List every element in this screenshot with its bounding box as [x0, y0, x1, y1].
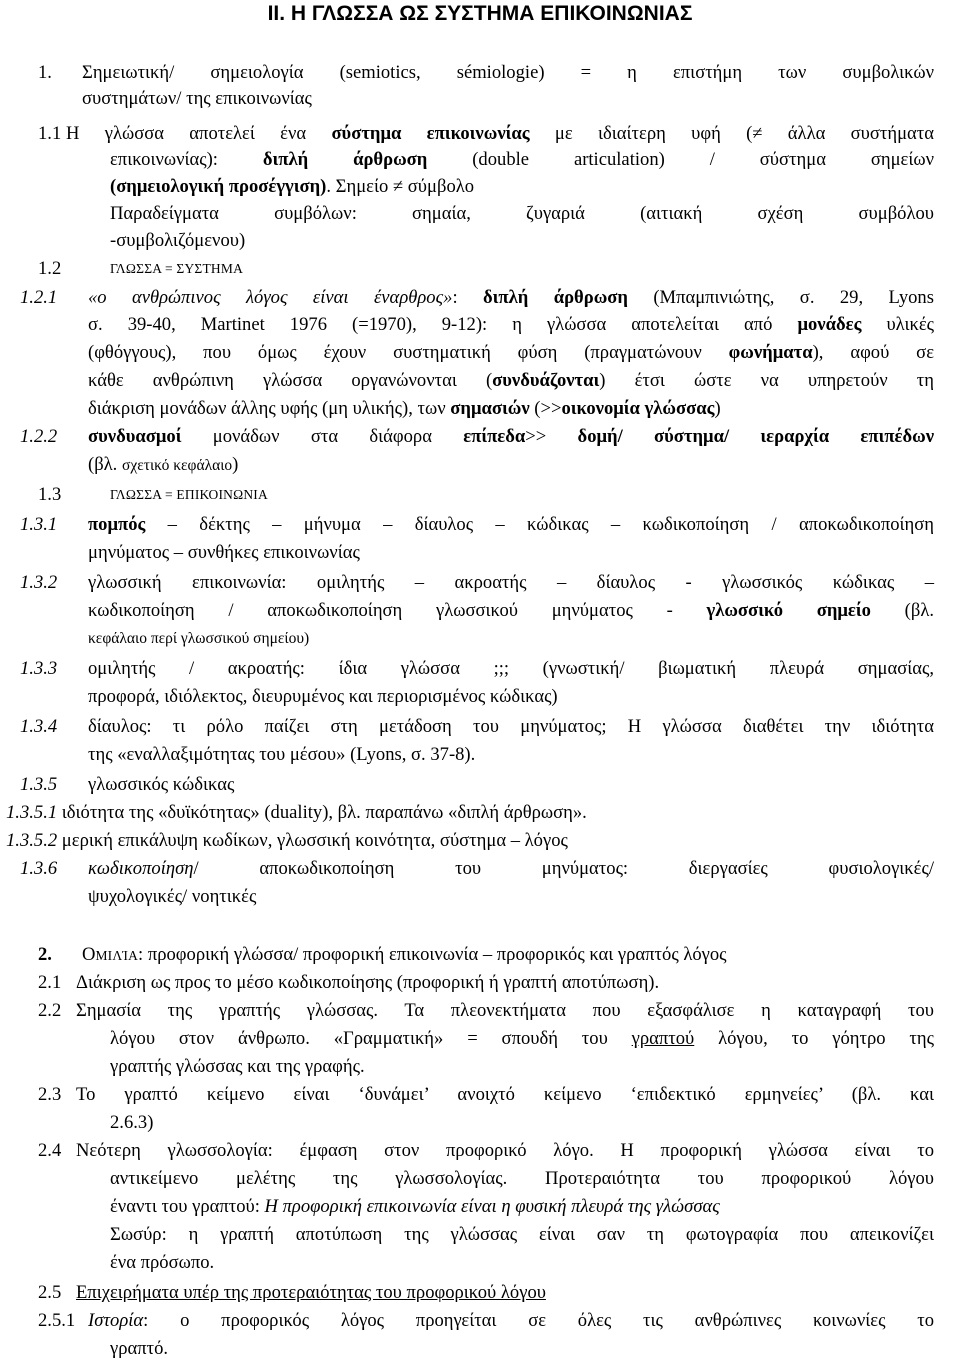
- paragraph-line: λόγου στον άνθρωπο. «Γραμματική» = σπουδή του γραπτού λόγου, το γόητρο της: [110, 1028, 934, 1049]
- section-number: 1.3.2: [20, 572, 58, 593]
- section-number: 2.5: [38, 1282, 62, 1303]
- paragraph-line: Η γλώσσα αποτελεί ένα σύστημα επικοινωνίας με ιδιαίτερη υφή (≠ άλλα συστήματα: [66, 123, 935, 144]
- paragraph-line: συστημάτων/ της επικοινωνίας: [82, 88, 312, 109]
- section-number: 1.3.6: [20, 858, 58, 879]
- paragraph-line: κωδικοποίηση/ αποκωδικοποίηση του μηνύματος: διεργασίες φυσιολογικές/: [88, 858, 934, 879]
- section-number: 1.3.1: [20, 514, 58, 535]
- paragraph-line: 1.3.5.2 μερική επικάλυψη κωδίκων, γλωσσική κοινότητα, σύστημα – λόγος: [6, 830, 568, 851]
- section-number: 1.2: [38, 258, 62, 279]
- paragraph-line: 1.3.5.1 ιδιότητα της «δυϊκότητας» (duality), βλ. παραπάνω «διπλή άρθρωση».: [6, 802, 587, 823]
- section-number: 1.2.2: [20, 426, 58, 447]
- section-number: 1.3.4: [20, 716, 58, 737]
- paragraph-line: κάθε ανθρώπινη γλώσσα οργανώνονται (συνδυάζονται) έτσι ώστε να υπηρετούν τη: [88, 370, 934, 391]
- paragraph-line: διάκριση μονάδων άλλης υφής (μη υλικής), των σημασιών (>>οικονομία γλώσσας): [88, 398, 721, 419]
- section-number: 1.3.5: [20, 774, 58, 795]
- paragraph-line: Το γραπτό κείμενο είναι ‘δυνάμει’ ανοιχτό κείμενο ‘επιδεκτικό ερμηνείες’ (βλ. και: [76, 1084, 934, 1105]
- section-number: 2.2: [38, 1000, 62, 1021]
- section-heading: ΓΛΩΣΣΑ = ΕΠΙΚΟΙΝΩΝΙΑ: [110, 487, 268, 502]
- paragraph-line: συνδυασμοί μονάδων στα διάφορα επίπεδα>> δομή/ σύστημα/ ιεραρχία επιπέδων: [88, 426, 934, 447]
- paragraph-line: γραπτό.: [110, 1338, 169, 1359]
- paragraph-line: αντικείμενο μελέτης της γλωσσολογίας. Προτεραιότητα του προφορικού λόγου: [110, 1168, 934, 1189]
- paragraph-line: γλωσσικός κώδικας: [88, 774, 235, 795]
- paragraph-line: Νεότερη γλωσσολογία: έμφαση στον προφορικό λόγο. Η προφορική γλώσσα είναι το: [76, 1140, 934, 1161]
- paragraph-line: ένα πρόσωπο.: [110, 1252, 215, 1273]
- paragraph-line: γραπτής γλώσσας και της γραφής.: [110, 1056, 365, 1077]
- paragraph-line: Διάκριση ως προς το μέσο κωδικοποίησης (προφορική ή γραπτή αποτύπωση).: [76, 972, 660, 993]
- paragraph-line: 2.6.3): [110, 1112, 154, 1133]
- paragraph-line: κεφάλαιο περί γλωσσικού σημείου): [88, 630, 310, 647]
- paragraph-line: μηνύματος – συνθήκες επικοινωνίας: [88, 542, 360, 563]
- page-title: ΙΙ. Η ΓΛΩΣΣΑ ΩΣ ΣΥΣΤΗΜΑ ΕΠΙΚΟΙΝΩΝΙΑΣ: [267, 2, 693, 25]
- paragraph-line: προφορά, ιδιόλεκτος, διευρυμένος και περιορισμένος κώδικας): [88, 686, 558, 707]
- paragraph-line: (βλ. σχετικό κεφάλαιο): [88, 454, 239, 475]
- paragraph-line: κωδικοποίηση / αποκωδικοποίηση γλωσσικού μηνύματος - γλωσσικό σημείο (βλ.: [88, 600, 934, 621]
- section-number: 2.: [38, 944, 52, 965]
- paragraph-line: Σημασία της γραπτής γλώσσας. Τα πλεονεκτήματα που εξασφάλισε η καταγραφή του: [76, 1000, 934, 1021]
- paragraph-line: δίαυλος: τι ρόλο παίζει στη μετάδοση του μηνύματος; Η γλώσσα διαθέτει την ιδιότητα: [88, 716, 934, 737]
- paragraph-line: επικοινωνίας): διπλή άρθρωση (double articulation) / σύστημα σημείων: [110, 149, 935, 170]
- section-number: 2.4: [38, 1140, 62, 1161]
- section-number: 1.3: [38, 484, 62, 505]
- section-number: 1.: [38, 62, 52, 83]
- paragraph-line: Παραδείγματα συμβόλων: σημαία, ζυγαριά (αιτιακή σχέση συμβόλου: [110, 203, 934, 224]
- paragraph-line: «ο ανθρώπινος λόγος είναι έναρθρος»: διπλή άρθρωση (Μπαμπινιώτης, σ. 29, Lyons: [88, 287, 934, 308]
- paragraph-line: Σημειωτική/ σημειολογία (semiotics, sémiologie) = η επιστήμη των συμβολικών: [82, 62, 934, 83]
- paragraph-line: ομιλητής / ακροατής: ίδια γλώσσα ;;; (γνωστική/ βιωματική πλευρά σημασίας,: [88, 658, 934, 679]
- section-number: 2.1: [38, 972, 62, 993]
- paragraph-line: Ιστορία: ο προφορικός λόγος προηγείται σε όλες τις ανθρώπινες κοινωνίες το: [88, 1310, 934, 1331]
- paragraph-line: Επιχειρήματα υπέρ της προτεραιότητας του προφορικού λόγου: [76, 1282, 546, 1303]
- paragraph-line: (σημειολογική προσέγγιση). Σημείο ≠ σύμβολο: [110, 176, 475, 197]
- paragraph-line: γλωσσική επικοινωνία: ομιλητής – ακροατής – δίαυλος - γλωσσικός κώδικας –: [88, 572, 934, 593]
- paragraph-line: (φθόγγους), που όμως έχουν συστηματική φύση (πραγματώνουν φωνήματα), αφού σε: [88, 342, 935, 363]
- paragraph-line: -συμβολιζόμενου): [110, 230, 246, 251]
- section-number: 2.3: [38, 1084, 62, 1105]
- section-number: 1.2.1: [20, 287, 58, 308]
- paragraph-line: ΟΜΙΛΊΑ: προφορική γλώσσα/ προφορική επικοινωνία – προφορικός και γραπτός λόγος: [82, 944, 727, 965]
- paragraph-line: ψυχολογικές/ νοητικές: [88, 886, 257, 907]
- paragraph-line: έναντι του γραπτού: Η προφορική επικοινωνία είναι η φυσική πλευρά της γλώσσας: [110, 1196, 720, 1217]
- section-heading: ΓΛΩΣΣΑ = ΣΥΣΤΗΜΑ: [110, 261, 244, 276]
- paragraph-line: της «εναλλαξιμότητας του μέσου» (Lyons, σ. 37-8).: [88, 744, 476, 765]
- paragraph-line: πομπός – δέκτης – μήνυμα – δίαυλος – κώδικας – κωδικοποίηση / αποκωδικοποίηση: [88, 514, 934, 535]
- paragraph-line: Σωσύρ: η γραπτή αποτύπωση της γλώσσας είναι σαν τη φωτογραφία που απεικονίζει: [110, 1224, 934, 1245]
- section-number: 2.5.1: [38, 1310, 76, 1331]
- section-number: 1.3.3: [20, 658, 58, 679]
- section-number: 1.1: [38, 123, 62, 144]
- paragraph-line: σ. 39-40, Martinet 1976 (=1970), 9-12): η γλώσσα αποτελείται από μονάδες υλικές: [88, 314, 934, 335]
